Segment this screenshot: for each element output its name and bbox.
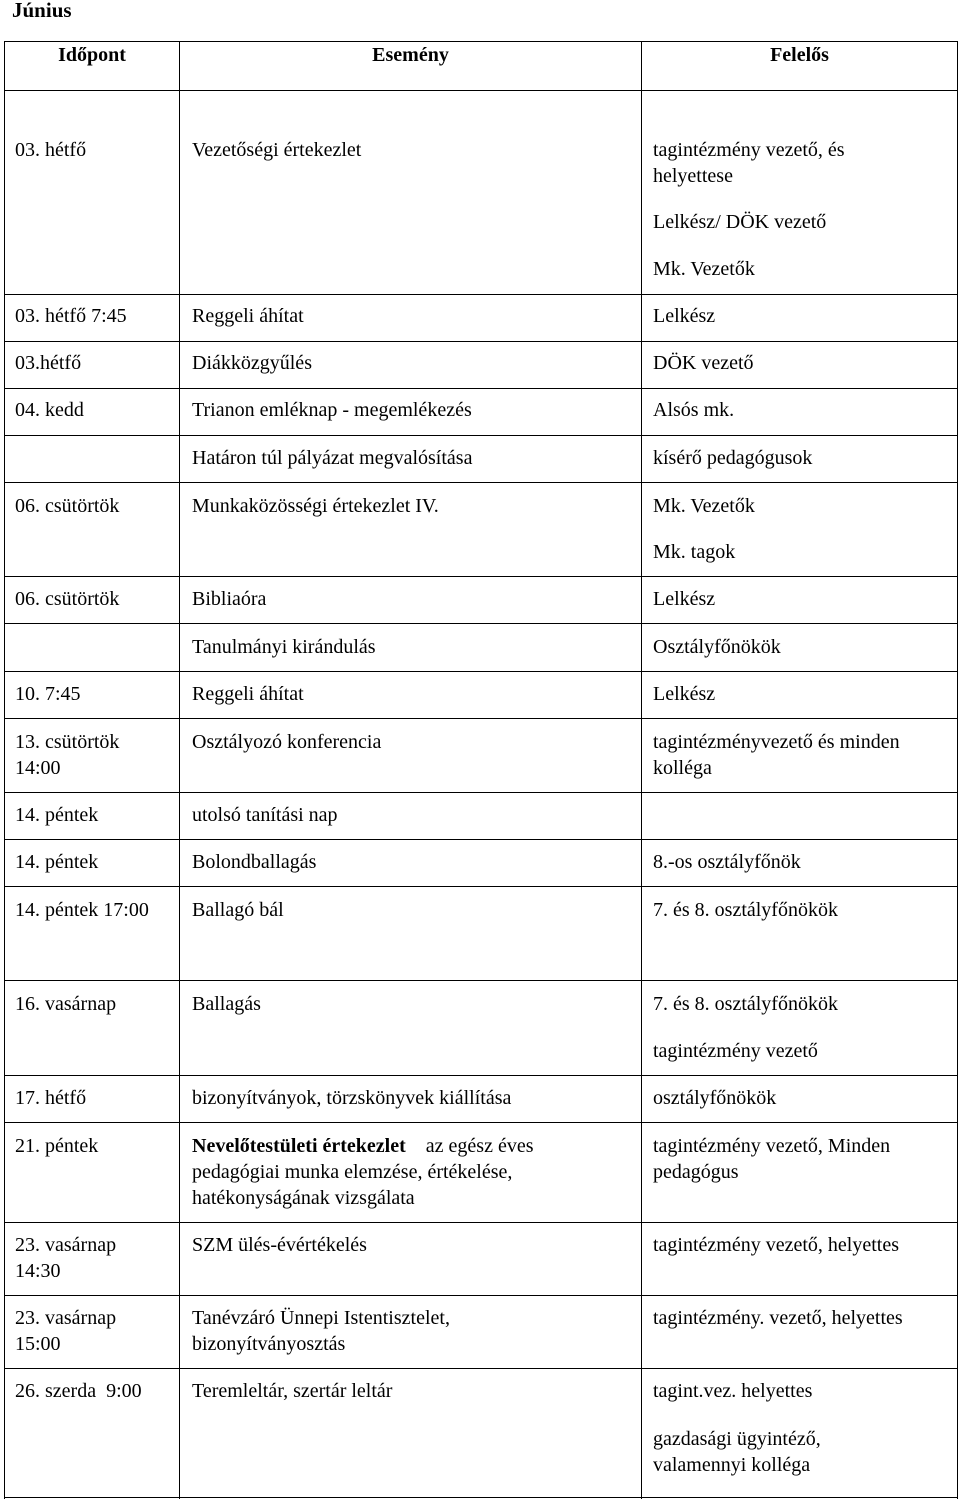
header-time: Időpont <box>58 44 126 66</box>
row-divider <box>4 718 958 719</box>
cell-time: 14. péntek 17:00 <box>15 899 149 921</box>
page-title: Június <box>12 0 72 22</box>
cell-time: 26. szerda 9:00 <box>15 1380 142 1402</box>
cell-time: 03.hétfő <box>15 352 82 374</box>
cell-responsible: tagintézmény. vezető, helyettes <box>653 1307 903 1329</box>
row-divider <box>4 341 958 342</box>
cell-responsible: 7. és 8. osztályfőnökök <box>653 899 838 921</box>
cell-event: SZM ülés-évértékelés <box>192 1234 367 1256</box>
cell-event: utolsó tanítási nap <box>192 804 338 826</box>
row-divider <box>4 980 958 981</box>
cell-event: Bolondballagás <box>192 851 317 873</box>
cell-responsible: gazdasági ügyintéző, valamennyi kolléga <box>653 1428 821 1476</box>
cell-time: 03. hétfő <box>15 139 87 161</box>
cell-time: 17. hétfő <box>15 1087 87 1109</box>
row-divider <box>4 1222 958 1223</box>
cell-responsible: Osztályfőnökök <box>653 636 781 658</box>
table-border-left <box>4 41 5 1499</box>
cell-time: 14. péntek <box>15 804 99 826</box>
row-divider <box>4 90 958 91</box>
cell-event: Diákközgyűlés <box>192 352 312 374</box>
cell-event: Tanulmányi kirándulás <box>192 636 376 658</box>
cell-time: 23. vasárnap 14:30 <box>15 1234 117 1282</box>
cell-responsible: Lelkész <box>653 588 716 610</box>
cell-time: 10. 7:45 <box>15 683 81 705</box>
event-bold-title: Nevelőtestületi értekezlet <box>192 1135 406 1157</box>
row-divider <box>4 839 958 840</box>
row-divider <box>4 886 958 887</box>
cell-time: 04. kedd <box>15 399 84 421</box>
cell-event: Trianon emléknap - megemlékezés <box>192 399 472 421</box>
cell-responsible: DÖK vezető <box>653 352 754 374</box>
cell-time: 21. péntek <box>15 1135 99 1157</box>
row-divider <box>4 435 958 436</box>
row-divider <box>4 671 958 672</box>
column-divider-1 <box>179 41 180 1499</box>
cell-responsible: Mk. tagok <box>653 541 736 563</box>
cell-time: 06. csütörtök <box>15 495 120 517</box>
cell-responsible: Alsós mk. <box>653 399 735 421</box>
cell-event: Reggeli áhítat <box>192 683 304 705</box>
cell-event: Tanévzáró Ünnepi Istentisztelet, bizonyítványosztás <box>192 1307 450 1355</box>
cell-time: 23. vasárnap 15:00 <box>15 1307 117 1355</box>
cell-responsible: tagintézmény vezető <box>653 1040 818 1062</box>
row-divider <box>4 1368 958 1369</box>
cell-time: 06. csütörtök <box>15 588 120 610</box>
cell-responsible: 7. és 8. osztályfőnökök <box>653 993 838 1015</box>
cell-responsible: osztályfőnökök <box>653 1087 777 1109</box>
cell-responsible: tagintézmény vezető, Minden pedagógus <box>653 1135 891 1183</box>
row-divider <box>4 1122 958 1123</box>
cell-event: Ballagó bál <box>192 899 284 921</box>
cell-responsible: Lelkész/ DÖK vezető <box>653 211 827 233</box>
row-divider <box>4 1075 958 1076</box>
cell-responsible: 8.-os osztályfőnök <box>653 851 801 873</box>
header-responsible: Felelős <box>770 44 829 66</box>
cell-responsible: Mk. Vezetők <box>653 258 755 280</box>
cell-responsible: tagint.vez. helyettes <box>653 1380 813 1402</box>
cell-event: bizonyítványok, törzskönyvek kiállítása <box>192 1087 512 1109</box>
cell-time: 03. hétfő 7:45 <box>15 305 127 327</box>
cell-event: Munkaközösségi értekezlet IV. <box>192 495 439 517</box>
event-description: az egész éves pedagógiai munka elemzése, értékelése, hatékonyságának vizsgálata <box>192 1135 534 1209</box>
header-event: Esemény <box>372 44 449 66</box>
cell-responsible: Lelkész <box>653 305 716 327</box>
cell-event: Határon túl pályázat megvalósítása <box>192 447 473 469</box>
cell-responsible: tagintézmény vezető, és helyettese <box>653 139 845 187</box>
cell-time: 14. péntek <box>15 851 99 873</box>
cell-event: Bibliaóra <box>192 588 267 610</box>
cell-responsible: tagintézményvezető és minden kolléga <box>653 731 900 779</box>
cell-responsible: tagintézmény vezető, helyettes <box>653 1234 900 1256</box>
cell-event: Reggeli áhítat <box>192 305 304 327</box>
cell-event: Osztályozó konferencia <box>192 731 382 753</box>
cell-event: Vezetőségi értekezlet <box>192 139 362 161</box>
cell-time: 13. csütörtök 14:00 <box>15 731 120 779</box>
cell-time: 16. vasárnap <box>15 993 117 1015</box>
row-divider <box>4 576 958 577</box>
table-border-bottom <box>4 1497 958 1498</box>
row-divider <box>4 1295 958 1296</box>
table-border-right <box>957 41 958 1499</box>
cell-responsible: Lelkész <box>653 683 716 705</box>
row-divider <box>4 482 958 483</box>
column-divider-2 <box>641 41 642 1499</box>
row-divider <box>4 294 958 295</box>
row-divider <box>4 623 958 624</box>
cell-event: Ballagás <box>192 993 261 1015</box>
cell-event <box>192 1133 602 1211</box>
cell-responsible: kísérő pedagógusok <box>653 447 813 469</box>
row-divider <box>4 388 958 389</box>
cell-event: Teremleltár, szertár leltár <box>192 1380 393 1402</box>
row-divider <box>4 792 958 793</box>
cell-responsible: Mk. Vezetők <box>653 495 755 517</box>
